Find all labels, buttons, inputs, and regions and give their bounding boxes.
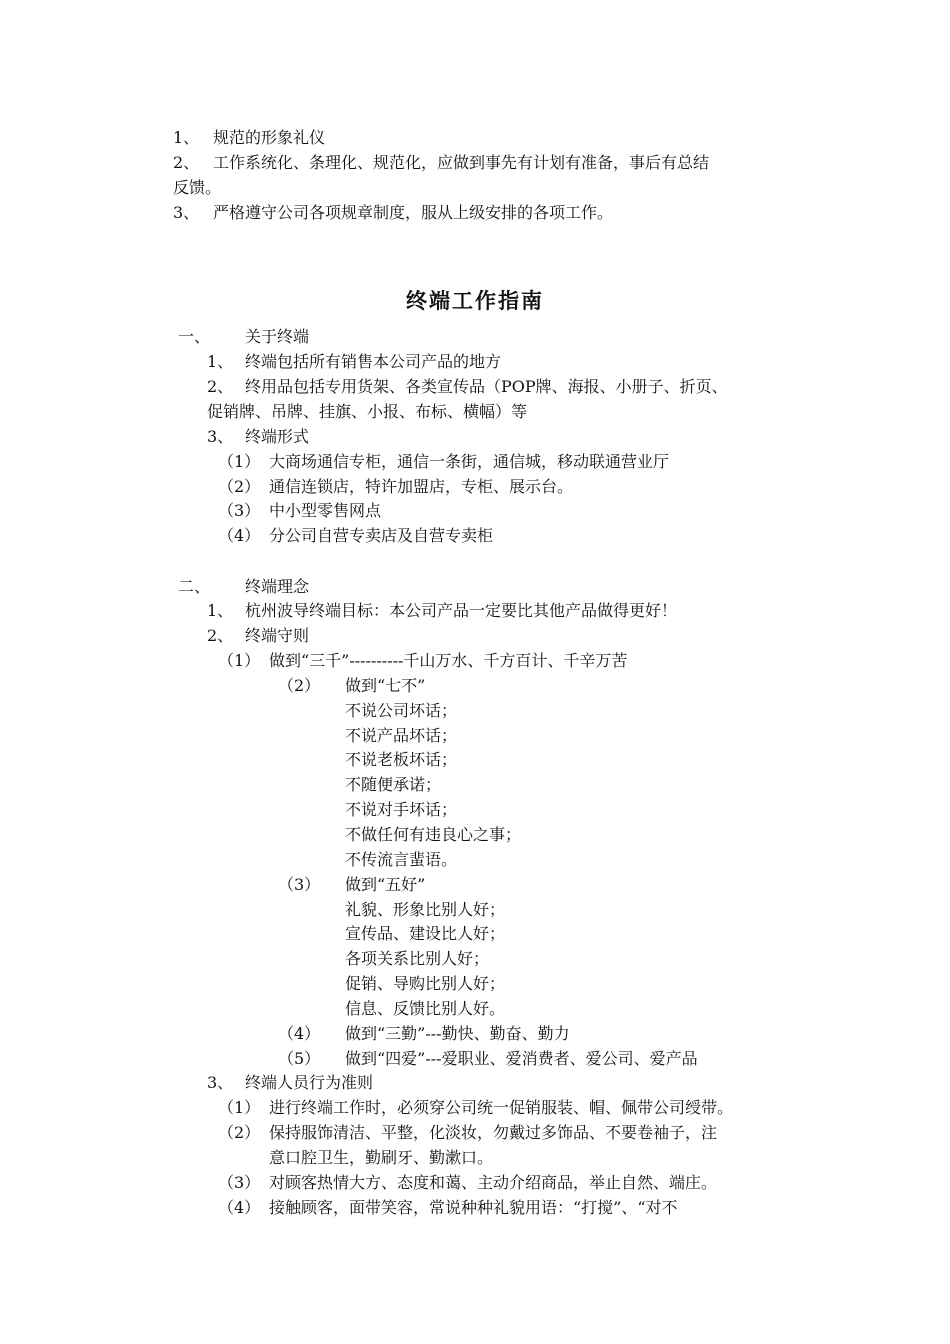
rule-2-line: 不说产品坏话； [345,726,458,745]
section-1-item-2-continuation: 促销牌、吊牌、挂旗、小报、布标、横幅）等 [207,402,528,421]
form-number: （3） [218,501,261,520]
terminal-form-1 [218,450,669,474]
rule-3-line: 各项关系比别人好； [345,949,490,968]
rule-number: （1） [218,651,261,670]
conduct-rule-3 [218,1171,717,1195]
section-2-item-3 [207,1071,373,1095]
conduct-number: （4） [218,1198,261,1217]
conduct-text: 对顾客热情大方、态度和蔼、主动介绍商品，举止自然、端庄。 [269,1173,718,1192]
rule-2-line: 不随便承诺； [345,775,442,794]
rule-number: （4） [278,1024,321,1043]
rule-5 [278,1047,698,1071]
intro-item-number: 1、 [173,128,200,147]
conduct-text: 进行终端工作时，必须穿公司统一促销服装、帽、佩带公司绶带。 [269,1098,734,1117]
intro-item-1 [173,126,325,150]
rule-3-line: 促销、导购比别人好； [345,974,506,993]
conduct-number: （2） [218,1123,261,1142]
rule-2-line: 不说老板坏话； [345,750,458,769]
terminal-form-4 [218,524,493,548]
document-title: 终端工作指南 [406,289,544,313]
section-1-item-2 [207,375,728,399]
intro-item-2 [173,151,709,175]
rule-2-line: 不说公司坏话； [345,701,458,720]
form-text: 分公司自营专卖店及自营专卖柜 [269,526,494,545]
form-number: （4） [218,526,261,545]
rule-3-line: 信息、反馈比别人好。 [345,999,506,1018]
rule-text: 做到“七不” [345,676,426,695]
section-number: 二、 [178,577,211,596]
item-number: 2、 [207,626,234,645]
rule-1 [218,649,627,673]
item-text: 终端守则 [245,626,310,645]
item-number: 2、 [207,377,234,396]
form-text: 大商场通信专柜，通信一条街，通信城，移动联通营业厅 [269,452,670,471]
rule-2-line: 不做任何有违良心之事； [345,825,522,844]
item-number: 1、 [207,352,234,371]
intro-item-text: 严格遵守公司各项规章制度，服从上级安排的各项工作。 [213,203,614,222]
rule-text: 做到“五好” [345,875,426,894]
item-text: 终端人员行为准则 [245,1073,374,1092]
form-number: （2） [218,477,261,496]
rule-3-line: 礼貌、形象比别人好； [345,900,506,919]
form-text: 中小型零售网点 [269,501,382,520]
conduct-number: （1） [218,1098,261,1117]
conduct-number: （3） [218,1173,261,1192]
section-title: 终端理念 [245,577,310,596]
rule-3 [278,873,425,897]
intro-item-text: 规范的形象礼仪 [213,128,326,147]
rule-4 [278,1022,570,1046]
conduct-text: 接触顾客，面带笑容，常说种种礼貌用语：“打搅”、“对不 [269,1198,678,1217]
section-2-item-2 [207,624,309,648]
section-1-item-3 [207,425,309,449]
form-text: 通信连锁店，特许加盟店，专柜、展示台。 [269,477,574,496]
conduct-text: 保持服饰清洁、平整，化淡妆，勿戴过多饰品、不要卷袖子，注 [269,1123,718,1142]
intro-item-number: 2、 [173,153,200,172]
rule-3-line: 宣传品、建设比人好； [345,924,506,943]
conduct-rule-1 [218,1096,733,1120]
terminal-form-3 [218,499,381,523]
item-text: 杭州波导终端目标：本公司产品一定要比其他产品做得更好！ [245,601,678,620]
rule-text: 做到“三千”----------千山万水、千方百计、千辛万苦 [269,651,628,670]
rule-number: （2） [278,676,321,695]
item-number: 3、 [207,1073,234,1092]
section-1-item-1 [207,350,501,374]
conduct-rule-2-continuation: 意口腔卫生，勤刷牙、勤漱口。 [269,1148,494,1167]
item-text: 终端包括所有销售本公司产品的地方 [245,352,502,371]
conduct-rule-4 [218,1196,678,1220]
rule-number: （5） [278,1049,321,1068]
intro-item-number: 3、 [173,203,200,222]
item-number: 3、 [207,427,234,446]
rule-2 [278,674,425,698]
item-number: 1、 [207,601,234,620]
section-2-item-1 [207,599,677,623]
terminal-form-2 [218,475,573,499]
conduct-rule-2 [218,1121,717,1145]
section-1-heading [178,325,309,349]
section-2-heading [178,575,309,599]
item-text: 终端形式 [245,427,310,446]
intro-item-2-continuation: 反馈。 [173,178,222,197]
intro-item-3 [173,201,613,225]
section-number: 一、 [178,327,211,346]
section-title: 关于终端 [245,327,310,346]
rule-2-line: 不说对手坏话； [345,800,458,819]
item-text: 终用品包括专用货架、各类宣传品（POP牌、海报、小册子、折页、 [245,377,728,396]
rule-text: 做到“三勤”---勤快、勤奋、勤力 [345,1024,570,1043]
rule-number: （3） [278,875,321,894]
intro-item-text: 工作系统化、条理化、规范化，应做到事先有计划有准备，事后有总结 [213,153,710,172]
rule-2-line: 不传流言蜚语。 [345,850,458,869]
form-number: （1） [218,452,261,471]
rule-text: 做到“四爱”---爱职业、爱消费者、爱公司、爱产品 [345,1049,698,1068]
